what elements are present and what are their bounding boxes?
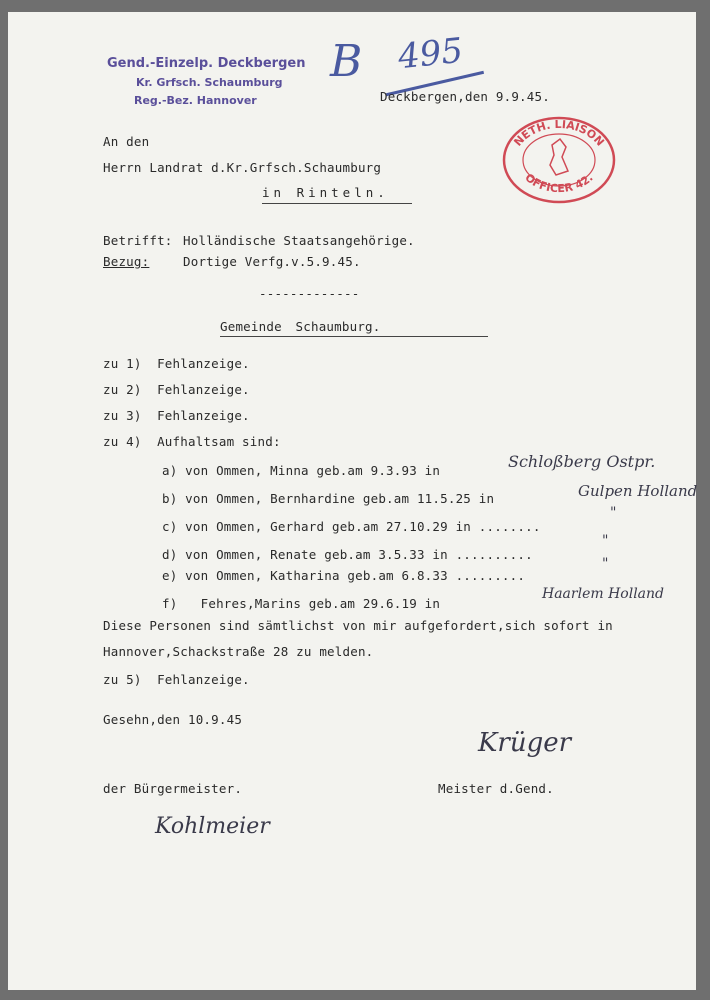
municipality-heading: Gemeinde Schaumburg. [220, 319, 381, 334]
item-5: zu 5) Fehlanzeige. [103, 672, 250, 687]
person-f-place: Haarlem Holland [542, 586, 665, 602]
file-mark-number: 495 [396, 30, 465, 78]
header-stamp-line3: Reg.-Bez. Hannover [134, 94, 257, 107]
item-3: zu 3) Fehlanzeige. [103, 408, 250, 423]
person-a: a) von Ommen, Minna geb.am 9.3.93 in [162, 463, 441, 478]
right-signature-title: Meister d.Gend. [438, 781, 554, 796]
subject-text: Holländische Staatsangehörige. [183, 233, 415, 248]
person-f: f) Fehres,Marins geb.am 29.6.19 in [162, 596, 441, 611]
left-signature-title: der Bürgermeister. [103, 781, 243, 796]
seal-bottom-text: OFFICER 42. [522, 170, 596, 196]
file-mark-letter: B [330, 36, 363, 87]
item-1: zu 1) Fehlanzeige. [103, 356, 250, 371]
person-d: d) von Ommen, Renate geb.am 3.5.33 in .......... [162, 547, 533, 562]
person-d-place: " [602, 533, 609, 549]
recipient-line1: An den [103, 134, 150, 149]
header-stamp-line2: Kr. Grfsch. Schaumburg [136, 76, 283, 89]
seal-top-text: NETH. LIAISON [511, 117, 607, 149]
subject-label: Betrifft: [103, 233, 173, 248]
recipient-line2: Herrn Landrat d.Kr.Grfsch.Schaumburg [103, 160, 382, 175]
instruction-line2: Hannover,Schackstraße 28 zu melden. [103, 644, 374, 659]
recipient-line3: in Rinteln. [262, 185, 389, 200]
item-4: zu 4) Aufhaltsam sind: [103, 434, 281, 449]
person-a-place: Schloßberg Ostpr. [508, 452, 656, 471]
person-e: e) von Ommen, Katharina geb.am 6.8.33 ......... [162, 568, 526, 583]
reference-label: Bezug: [103, 254, 150, 269]
liaison-seal [500, 115, 618, 205]
header-stamp-line1: Gend.-Einzelp. Deckbergen [107, 56, 306, 71]
person-c: c) von Ommen, Gerhard geb.am 27.10.29 in ........ [162, 519, 541, 534]
instruction-line1: Diese Personen sind sämtlichst von mir aufgefordert,sich sofort in [103, 618, 613, 633]
person-b-place: Gulpen Holland [578, 482, 698, 500]
recipient-underline [262, 203, 412, 204]
place-date: Deckbergen,den 9.9.45. [380, 89, 550, 104]
person-b: b) von Ommen, Bernhardine geb.am 11.5.25 in [162, 491, 495, 506]
person-e-place: " [602, 556, 609, 572]
person-c-place: " [610, 505, 617, 521]
lion-emblem-icon [550, 139, 568, 175]
left-signature: Kohlmeier [155, 814, 270, 839]
svg-text:NETH. LIAISON [511, 118, 606, 149]
reference-text: Dortige Verfg.v.5.9.45. [183, 254, 361, 269]
right-signature: Krüger [478, 728, 572, 758]
separator: ------------- [259, 286, 360, 301]
seen-date: Gesehn,den 10.9.45 [103, 712, 243, 727]
item-2: zu 2) Fehlanzeige. [103, 382, 250, 397]
municipality-underline [220, 336, 488, 337]
